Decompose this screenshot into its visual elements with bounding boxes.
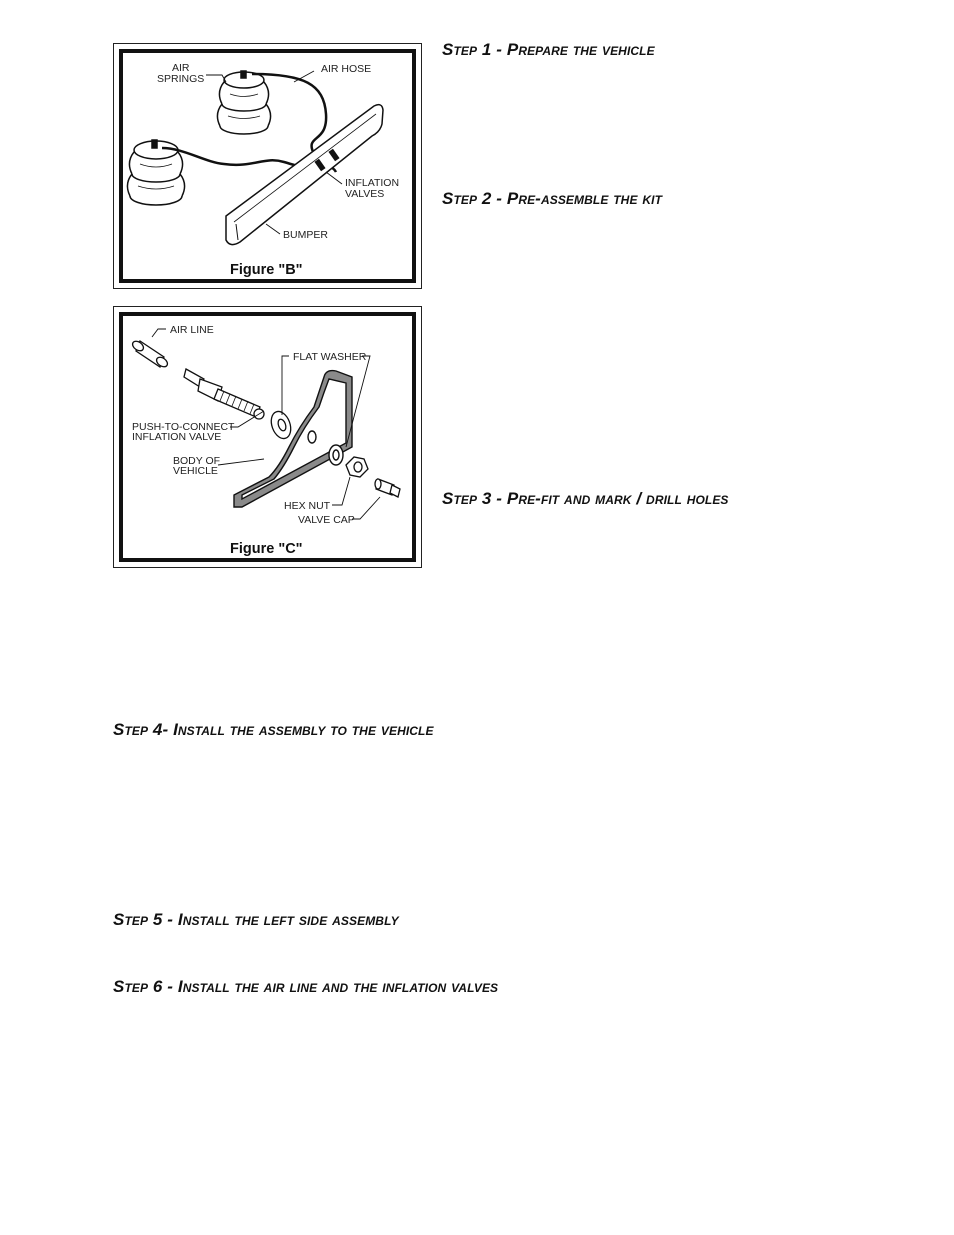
figure-b [113, 43, 422, 289]
label-air-hose: AIR HOSE [321, 63, 372, 75]
step-2-title: Pre-assemble the kit [506, 189, 662, 208]
step-3-number: 3 - [481, 489, 503, 508]
step-5-prefix: Step [113, 910, 149, 929]
label-inflation-valves-2: VALVES [345, 188, 385, 200]
figure-b-caption: Figure "B" [230, 262, 303, 278]
label-hex-nut: HEX NUT [284, 500, 331, 512]
step-2-number: 2 - [481, 189, 503, 208]
step-4-title: Install the assembly to the vehicle [173, 720, 434, 739]
label-air-springs-1: AIR [172, 62, 190, 74]
step-5-heading [113, 910, 399, 930]
step-4-prefix: Step [113, 720, 149, 739]
valve-cap [375, 479, 400, 497]
step-2-heading [442, 189, 662, 209]
label-push-to-connect-2: INFLATION VALVE [132, 431, 222, 443]
label-push-to-connect-1: PUSH-TO-CONNECT [132, 421, 235, 433]
step-3-heading [442, 489, 729, 509]
step-5-number: 5 - [152, 910, 174, 929]
figure-c-caption: Figure "C" [230, 541, 303, 557]
flat-washer [268, 409, 294, 441]
label-air-springs-2: SPRINGS [157, 73, 205, 85]
step-6-number: 6 - [152, 977, 174, 996]
step-3-prefix: Step [442, 489, 478, 508]
step-6-title: Install the air line and the inflation valves [177, 977, 499, 996]
vehicle-body-plate [234, 371, 352, 507]
figure-c-illustration [114, 307, 423, 569]
push-to-connect-valve [184, 369, 264, 419]
label-inflation-valves-1: INFLATION [345, 177, 400, 189]
label-body-of-vehicle-2: VEHICLE [173, 465, 218, 477]
step-4-number: 4- [152, 720, 169, 739]
label-valve-cap: VALVE CAP [298, 514, 355, 526]
label-body-of-vehicle-1: BODY OF [173, 455, 221, 467]
step-1-number: 1 - [481, 40, 503, 59]
step-4-heading [113, 720, 434, 740]
figure-c [113, 306, 422, 568]
label-bumper: BUMPER [283, 229, 328, 241]
step-1-heading [442, 40, 655, 60]
air-line-tube [131, 339, 169, 368]
figure-b-illustration [114, 44, 423, 290]
step-2-prefix: Step [442, 189, 478, 208]
step-5-title: Install the left side assembly [177, 910, 399, 929]
step-6-heading [113, 977, 498, 997]
hex-nut [346, 457, 368, 477]
label-flat-washer: FLAT WASHER [293, 351, 367, 363]
step-1-title: Prepare the vehicle [506, 40, 655, 59]
step-6-prefix: Step [113, 977, 149, 996]
label-air-line: AIR LINE [170, 324, 214, 336]
step-3-title: Pre-fit and mark / drill holes [506, 489, 729, 508]
step-1-prefix: Step [442, 40, 478, 59]
